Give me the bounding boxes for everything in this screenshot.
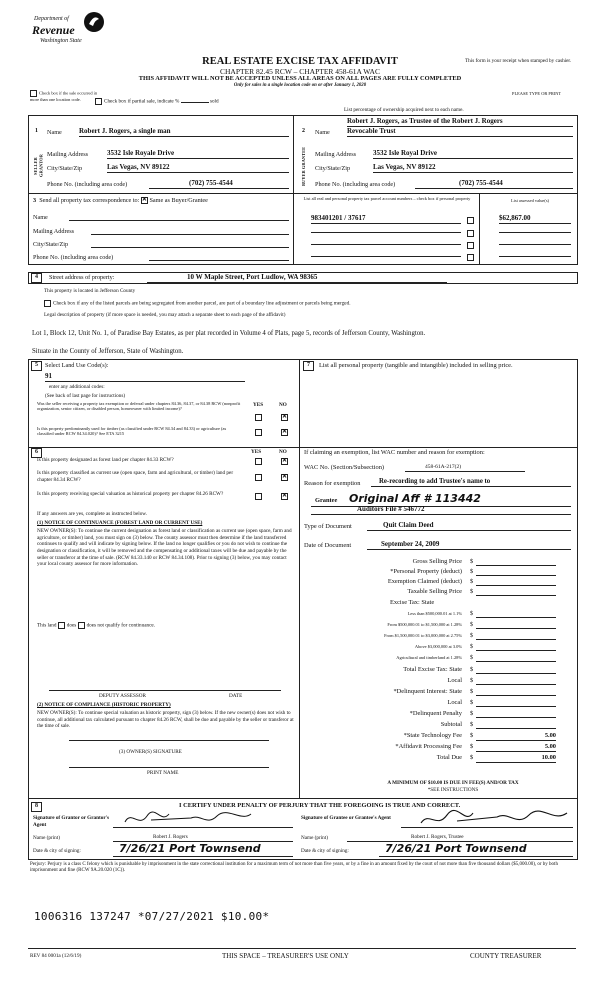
sec3-city-field[interactable] <box>91 247 289 248</box>
excise-state-header: Excise Tax: State <box>390 599 435 606</box>
grantee-signature-scribble <box>417 809 577 829</box>
deputy-assessor-label: DEPUTY ASSESSOR <box>99 693 146 699</box>
sec5-q1: Was the seller receiving a property tax exemption or deferral under chapters 84.36, 84.37, or 84.38 RCW (nonprofit organization, senior citizen, or disabled person, homeowner with limited income)? <box>37 401 241 412</box>
tax-subtotal <box>300 721 570 730</box>
tax-affidavit-fee <box>300 743 570 752</box>
section-4-number: 4 <box>31 273 42 283</box>
tax-tier3 <box>300 633 570 641</box>
subtotal-value[interactable] <box>476 728 556 729</box>
section-3-text: Send all property tax correspondence to: <box>39 197 140 204</box>
owner-signature-line[interactable] <box>69 740 269 741</box>
personal-value[interactable] <box>476 575 556 576</box>
section-8-number: 8 <box>31 802 42 812</box>
parcel-2-checkbox[interactable] <box>467 230 474 237</box>
parcel-4-checkbox[interactable] <box>467 254 474 261</box>
tax-tier1 <box>300 611 570 619</box>
form-notice: THIS AFFIDAVIT WILL NOT BE ACCEPTED UNLESS ALL AREAS ON ALL PAGES ARE FULLY COMPLETED <box>138 75 462 82</box>
grantee-name: Robert J. Rogers, Trustee <box>347 834 573 842</box>
doc-date: September 24, 2009 <box>367 540 571 550</box>
tax-delinquent-interest-local <box>300 699 570 708</box>
total-state-value[interactable] <box>476 673 556 674</box>
segregated-label: Check box if any of the listed parcels are being segregated from another parcel, are part of a boundary line adjustment or parcels being merged. <box>53 300 351 307</box>
continuance-text: NEW OWNER(S): To continue the current designation as forest land or classification as current use (open space, farm and agriculture, or timber) land, you must sign on (3) below. The county assessor must then determine if the land transferred continues to qualify and will indicate by signing below. If the land no longer qualifies or you do not wish to continue the designation or classification, it will be removed and the compensating or additional taxes will be due and payable by the seller or transferor at the time of sale. (RCW 84.33.140 or RCW 84.34.108). Prior to signing (3) below, you may contact your local county assessor for more information. <box>37 528 292 568</box>
seller-buyer-block <box>28 115 578 194</box>
seller-side-label: SELLER GRANTOR <box>33 154 44 178</box>
sec5-no-header: NO <box>279 402 287 408</box>
gross-currency: $ <box>470 558 474 565</box>
form-subtitle: CHAPTER 82.45 RCW – CHAPTER 458-61A WAC <box>220 67 380 76</box>
land-use-label: Select Land Use Code(s): <box>45 362 109 369</box>
partial-sale-checkbox[interactable] <box>95 98 102 105</box>
section-6-number: 6 <box>31 448 42 458</box>
sold-label: sold <box>209 98 219 105</box>
ownership-note: List percentage of ownership acquired next to each name. <box>344 107 464 113</box>
dor-emblem-icon <box>82 10 106 34</box>
subtotal-label: Subtotal <box>440 721 462 728</box>
seller-address-label: Mailing Address <box>47 151 89 158</box>
tax-total-due <box>300 754 570 763</box>
taxable-label: Taxable Selling Price <box>407 588 462 595</box>
wac-number: 458-61A-217(2) <box>405 464 525 472</box>
tier5-label: Agricultural and timberland at 1.28% <box>396 655 462 660</box>
doc-type-label: Type of Document <box>304 523 352 530</box>
doc-type: Quit Claim Deed <box>367 521 571 531</box>
sec6-q3-no-checkbox[interactable]: ✕ <box>282 493 288 499</box>
sec5-yes-header: YES <box>253 402 264 408</box>
grantee-date-city: 7/26/21 Port Townsend <box>379 842 573 857</box>
legal-desc-label: Legal description of property (if more space is needed, you may attach a separate sheet to each page of the affidavit) <box>44 312 286 318</box>
tax-delinquent-interest-state <box>300 688 570 697</box>
sec6-q2: Is this property classified as current use (open space, farm and agricultural, or timber) land per chapter 84.34 RCW? <box>37 470 234 483</box>
parcel-header: List all real and personal property tax parcel account numbers – check box if personal property <box>303 196 471 201</box>
tier2-value[interactable] <box>476 628 556 629</box>
tier3-currency: $ <box>470 633 473 639</box>
seller-phone: (702) 755-4544 <box>149 179 289 189</box>
parcel-number: 983401201 / 37617 <box>311 214 461 224</box>
legal-description: Lot 1, Block 12, Unit No. 1, of Paradise Bay Estates, as per plat recorded in Volume 4 of Plats, page 5, records of Jefferson County, Washington. <box>32 330 426 337</box>
sec3-name-field[interactable] <box>69 220 289 221</box>
total-due-value: 10.00 <box>476 754 556 763</box>
tax-exemption <box>300 578 570 587</box>
delinquent-interest-state-currency: $ <box>470 688 474 695</box>
grantor-name: Robert J. Rogers <box>113 834 293 842</box>
form-number: REV 84 0001a (12/6/19) <box>30 953 82 959</box>
grantor-date-city: 7/26/21 Port Townsend <box>113 842 293 857</box>
same-as-buyer-label: Same as Buyer/Grantee <box>149 197 208 204</box>
delinquent-penalty-label: *Delinquent Penalty <box>409 710 462 717</box>
delinquent-penalty-currency: $ <box>470 710 474 717</box>
does-not-label: does not qualify for continuance. <box>86 622 155 629</box>
buyer-name-label: Name <box>315 129 330 136</box>
taxable-currency: $ <box>470 588 474 595</box>
tier4-currency: $ <box>470 644 473 650</box>
delinquent-interest-local-currency: $ <box>470 699 474 706</box>
tech-fee-value: 5.00 <box>476 732 556 741</box>
owner-signature-label: (3) OWNER(S) SIGNATURE <box>119 749 182 755</box>
sec6-q2-no-checkbox[interactable]: ✕ <box>282 474 288 480</box>
tax-tier2 <box>300 622 570 630</box>
tier1-label: Less than $500,000.01 at 1.1% <box>407 611 462 616</box>
assessed-value: $62,867.00 <box>499 214 571 224</box>
if-yes-note: If any answers are yes, complete as instructed below. <box>37 511 148 517</box>
parcel-personal-checkbox[interactable] <box>467 217 474 224</box>
buyer-address-label: Mailing Address <box>315 151 357 158</box>
does-label: does <box>66 622 77 629</box>
sec5-q2: Is this property predominantly used for timber (as classified under RCW 84.34 and 84.33) or agriculture (as classified under RCW 84.34.020)? See ETA 3215 <box>37 426 227 437</box>
tax-delinquent-penalty <box>300 710 570 719</box>
section-3-number: 3 <box>33 197 37 204</box>
local-label: Local <box>447 677 462 684</box>
land-use-code: 91 <box>45 372 245 382</box>
segregated-checkbox[interactable] <box>44 300 51 307</box>
tier1-currency: $ <box>470 611 473 617</box>
grantee-date-label: Date & city of signing: <box>301 848 349 854</box>
historic-text: NEW OWNER(S): To continue special valuation as historic property, sign (3) below. If the new owner(s) does not wish to continue, all additional tax calculated pursuant to chapter 84.26 RCW, shall be due and payable by the seller or transferor at the time of sale. <box>37 710 294 730</box>
tier3-label: From $1,500,000.01 to $3,000,000 at 2.75% <box>384 633 462 638</box>
sec6-q1-no-checkbox[interactable]: ✕ <box>282 458 288 464</box>
dept-line2: Revenue <box>32 23 75 37</box>
sec6-q3: Is this property receiving special valuation as historical property per chapter 84.26 RCW? <box>37 491 224 497</box>
print-name-line[interactable] <box>69 767 269 768</box>
section-2-number: 2 <box>302 128 305 134</box>
taxable-value[interactable] <box>476 595 556 596</box>
tax-tech-fee <box>300 732 570 741</box>
assessed-row-4[interactable] <box>499 256 571 257</box>
delinquent-interest-local-label: Local <box>447 699 462 706</box>
dor-logo <box>28 8 108 52</box>
affidavit-fee-label: *Affidavit Processing Fee <box>395 743 462 750</box>
section-1-number: 1 <box>35 128 38 134</box>
see-back-note: (See back of last page for instructions) <box>45 393 126 399</box>
tax-total-state <box>300 666 570 675</box>
claiming-exemption-label: If claiming an exemption, list WAC number and reason for exemption: <box>304 449 485 456</box>
perjury-note: Perjury: Perjury is a class C felony which is punishable by imprisonment in the state correctional institution for a maximum term of not more than five years, or by a fine in an amount fixed by the court of not more than five thousand dollars ($5,000.00), or by both imprisonment and fine (RCW 9A.20.020 (1C)). <box>30 862 558 873</box>
buyer-side-label: BUYER GRANTEE <box>301 146 306 186</box>
tier2-currency: $ <box>470 622 473 628</box>
form-title: REAL ESTATE EXCISE TAX AFFIDAVIT <box>202 56 398 67</box>
section-7-number: 7 <box>303 361 314 371</box>
multi-location-checkbox[interactable] <box>30 90 37 97</box>
grantor-date-label: Date & city of signing: <box>33 848 81 854</box>
partial-sale-label: Check box if partial sale, indicate % <box>104 98 180 105</box>
seller-phone-label: Phone No. (including area code) <box>47 181 128 188</box>
personal-property-label: List all personal property (tangible and intangible) included in selling price. <box>319 362 513 369</box>
buyer-city-label: City/State/Zip <box>315 165 351 172</box>
buyer-address: 3532 Isle Royal Drive <box>373 149 573 159</box>
seller-address: 3532 Isle Royale Drive <box>107 149 289 159</box>
sec6-no-header: NO <box>279 449 287 455</box>
street-address: 10 W Maple Street, Port Ludlow, WA 98365 <box>147 273 447 283</box>
seller-name: Robert J. Rogers, a single man <box>79 127 289 137</box>
delinquent-interest-local-value[interactable] <box>476 706 556 707</box>
total-due-currency: $ <box>470 754 474 761</box>
sec3-city-label: City/State/Zip <box>33 241 69 248</box>
total-due-label: Total Due <box>436 754 462 761</box>
segregated-check[interactable] <box>44 300 351 307</box>
assessed-row-3[interactable] <box>499 244 571 245</box>
certify-statement: I CERTIFY UNDER PENALTY OF PERJURY THAT THE FOREGOING IS TRUE AND CORRECT. <box>179 802 461 809</box>
exemption-currency: $ <box>470 578 474 585</box>
sec3-phone-label: Phone No. (including area code) <box>33 254 114 261</box>
buyer-phone-label: Phone No. (including area code) <box>315 181 396 188</box>
receipt-note: This form is your receipt when stamped by cashier. <box>465 58 572 64</box>
sec6-q2-yes-checkbox[interactable] <box>255 474 262 481</box>
local-value[interactable] <box>476 684 556 685</box>
see-instructions: *SEE INSTRUCTIONS <box>427 787 479 793</box>
assessed-row-2[interactable] <box>499 232 571 233</box>
tier5-currency: $ <box>470 655 473 661</box>
parcel-row-2[interactable] <box>311 232 461 233</box>
situate: Situate in the County of Jefferson, State of Washington. <box>32 348 184 355</box>
deputy-date-label: DATE <box>229 693 243 699</box>
sec5-q1-yes-checkbox[interactable] <box>255 414 262 421</box>
dept-line3: Washington State <box>40 38 82 44</box>
sec6-q1-yes-checkbox[interactable] <box>255 458 262 465</box>
seller-name-label: Name <box>47 129 62 136</box>
exemption-reason: Re-recording to add Trustee's name to <box>371 478 571 487</box>
tech-fee-currency: $ <box>470 732 474 739</box>
parcel-row-3[interactable] <box>311 244 461 245</box>
sec5-q2-no-checkbox[interactable]: ✕ <box>282 429 288 435</box>
dept-line1: Department of <box>34 16 69 22</box>
tier1-value[interactable] <box>476 617 556 618</box>
section-4-address-box <box>28 272 578 284</box>
buyer-phone: (702) 755-4544 <box>415 179 573 189</box>
grantee-name-label: Name (print) <box>301 835 328 841</box>
affidavit-fee-currency: $ <box>470 743 474 750</box>
grantor-sig-label: Signature of Grantor or Grantor's Agent <box>33 815 110 828</box>
tax-taxable <box>300 588 570 597</box>
section-5-number: 5 <box>31 361 42 371</box>
tier5-value[interactable] <box>476 661 556 662</box>
partial-sale-check[interactable] <box>95 98 219 105</box>
tech-fee-label: *State Technology Fee <box>403 732 462 739</box>
sec3-phone-field[interactable] <box>149 260 289 261</box>
buyer-name-2: Revocable Trust <box>347 127 573 137</box>
affidavit-fee-value: 5.00 <box>476 743 556 752</box>
personal-label: *Personal Property (deduct) <box>390 568 462 575</box>
gross-value[interactable] <box>476 565 556 566</box>
same-as-buyer-checkbox[interactable]: ✕ <box>141 197 147 204</box>
this-land-row <box>37 622 155 629</box>
deputy-signature-line[interactable] <box>49 690 281 691</box>
personal-currency: $ <box>470 568 474 575</box>
sec3-addr-label: Mailing Address <box>33 228 75 235</box>
grantor-signature[interactable] <box>113 813 293 828</box>
grantee-signature[interactable] <box>401 813 573 828</box>
total-state-currency: $ <box>470 666 474 673</box>
delinquent-penalty-value[interactable] <box>476 717 556 718</box>
section-8-block <box>28 798 578 860</box>
treasurer-stamp: 1006316 137247 *07/27/2021 $10.00* <box>34 910 270 923</box>
county-treasurer: COUNTY TREASURER <box>470 952 542 960</box>
historic-title: (2) NOTICE OF COMPLIANCE (HISTORIC PROPERTY) <box>37 702 171 708</box>
gross-label: Gross Selling Price <box>412 558 462 565</box>
tier3-value[interactable] <box>476 639 556 640</box>
sec6-yes-header: YES <box>251 449 262 455</box>
grantor-name-label: Name (print) <box>33 835 60 841</box>
does-checkbox[interactable] <box>58 622 65 629</box>
type-note: PLEASE TYPE OR PRINT <box>512 91 562 96</box>
tax-gross <box>300 558 570 567</box>
tax-tier4 <box>300 644 570 652</box>
parcel-3-checkbox[interactable] <box>467 242 474 249</box>
sec3-name-label: Name <box>33 214 48 221</box>
tax-personal <box>300 568 570 577</box>
treasurer-use-only: THIS SPACE – TREASURER'S USE ONLY <box>222 952 349 960</box>
buyer-name-1: Robert J. Rogers, as Trustee of the Robert J. Rogers <box>347 117 573 127</box>
total-state-label: Total Excise Tax: State <box>403 666 462 673</box>
multi-location-check[interactable] <box>30 90 102 102</box>
auditors-file: Auditors File # 546772 <box>311 505 571 515</box>
sec5-q1-no-checkbox[interactable]: ✕ <box>282 414 288 420</box>
grantor-signature-scribble <box>121 810 281 828</box>
buyer-city: Las Vegas, NV 89122 <box>373 163 573 173</box>
grantee-sig-label: Signature of Grantee or Grantee's Agent <box>301 815 391 821</box>
this-land-label: This land <box>37 622 57 629</box>
tier4-value[interactable] <box>476 650 556 651</box>
subtotal-currency: $ <box>470 721 474 728</box>
sec5-q2-yes-checkbox[interactable] <box>255 429 262 436</box>
minimum-note: A MINIMUM OF $10.00 IS DUE IN FEE(S) AND/OR TAX <box>387 780 519 786</box>
tier2-label: From $500,000.01 to $1,500,000 at 1.28% <box>387 622 462 627</box>
assessed-header: List assessed value(s) <box>510 198 550 203</box>
continuance-title: (1) NOTICE OF CONTINUANCE (FOREST LAND OR CURRENT USE) <box>37 520 203 526</box>
local-currency: $ <box>470 677 474 684</box>
handwritten-aff-number: Original Aff # 113442 <box>348 492 481 505</box>
tax-local <box>300 677 570 686</box>
print-name-label: PRINT NAME <box>147 770 179 776</box>
tax-tier5 <box>300 655 570 663</box>
county-note: This property is located in Jefferson County <box>44 288 136 294</box>
sec6-q1: Is this property designated as forest land per chapter 84.33 RCW? <box>37 457 174 463</box>
multi-location-label: Check box if the sale occurred in more than one location code. <box>30 90 98 102</box>
exemption-label: Exemption Claimed (deduct) <box>387 578 462 585</box>
parcel-row-4[interactable] <box>311 256 461 257</box>
exemption-value[interactable] <box>476 585 556 586</box>
sec6-q3-yes-checkbox[interactable] <box>255 493 262 500</box>
does-not-checkbox[interactable] <box>78 622 85 629</box>
additional-codes-label: enter any additional codes: <box>49 384 105 390</box>
sec3-addr-field[interactable] <box>91 234 289 235</box>
delinquent-interest-state-label: *Delinquent Interest: State <box>393 688 462 695</box>
delinquent-interest-state-value[interactable] <box>476 695 556 696</box>
form-notice2: Only for sales in a single location code on or after January 1, 2020 <box>233 83 367 88</box>
street-address-label: Street address of property: <box>49 274 115 281</box>
doc-date-label: Date of Document <box>304 542 352 549</box>
seller-city-label: City/State/Zip <box>47 165 83 172</box>
wac-label: WAC No. (Section/Subsection) <box>304 464 385 471</box>
reason-label: Reason for exemption <box>304 480 361 487</box>
grantee-word: Grantee <box>315 497 338 504</box>
section-3-block <box>28 193 578 265</box>
seller-city: Las Vegas, NV 89122 <box>107 163 289 173</box>
tier4-label: Above $3,000,000 at 3.0% <box>414 644 462 649</box>
footer-rule <box>28 948 576 949</box>
